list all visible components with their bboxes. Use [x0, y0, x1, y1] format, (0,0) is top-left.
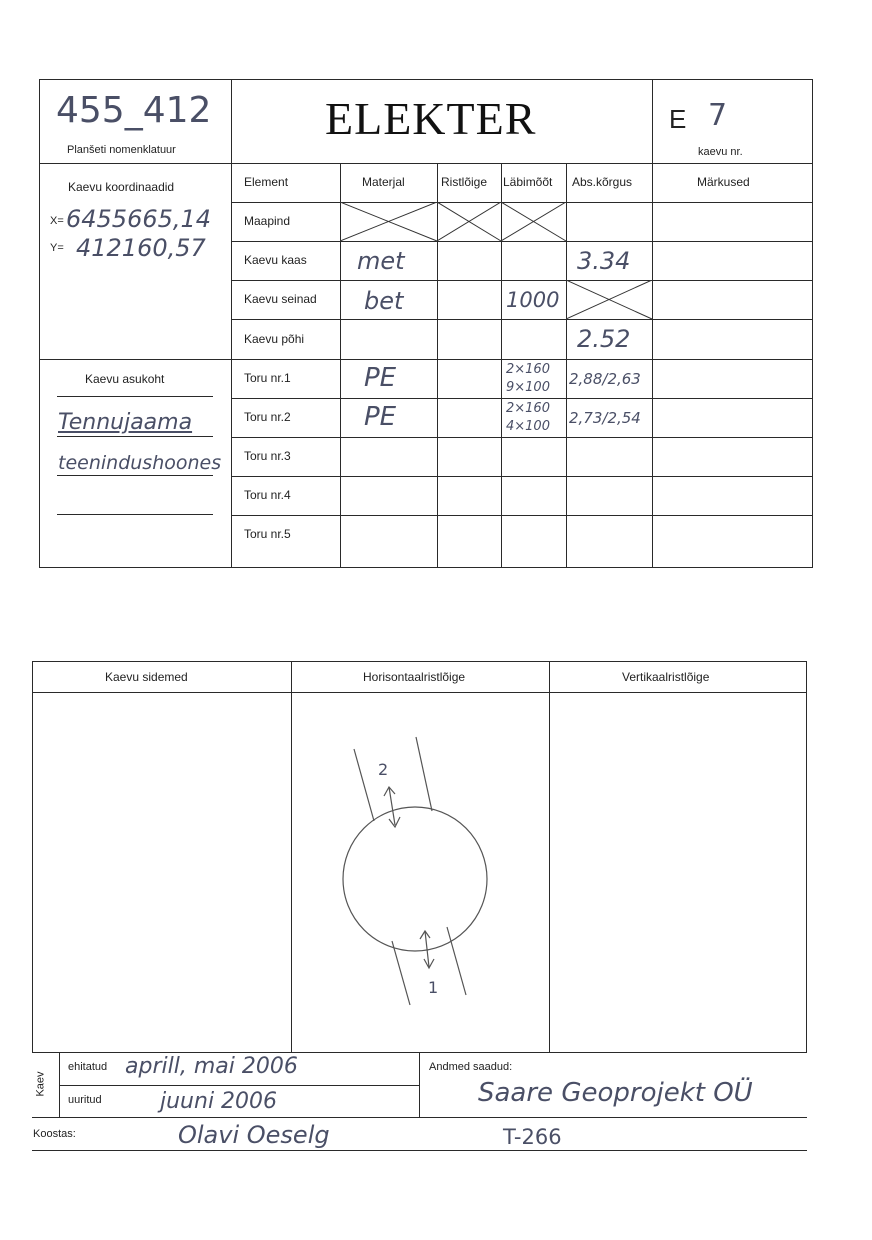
row-label-toru-1: Toru nr.1: [244, 371, 291, 385]
x-prefix: X=: [50, 215, 64, 227]
sketch-header-horizontal: Horisontaalristlõige: [363, 670, 466, 684]
row-label-maapind: Maapind: [244, 214, 291, 228]
cell-seinad-material: bet: [364, 287, 404, 315]
data-source-label: Andmed saadud:: [429, 1061, 513, 1073]
cell-toru2-elevation: 2,73/2,54: [569, 409, 641, 427]
nomenclature-value: 455_412: [56, 90, 212, 131]
location-line2: teenindushoones: [58, 452, 222, 474]
nomenclature-label: Planšeti nomenklatuur: [67, 144, 176, 156]
x-coordinate: 6455665,14: [66, 205, 212, 233]
location-label: Kaevu asukoht: [85, 372, 165, 386]
col-header-material: Materjal: [362, 175, 405, 189]
cell-toru1-material: PE: [364, 363, 397, 393]
row-label-toru-3: Toru nr.3: [244, 449, 291, 463]
well-number: 7: [708, 98, 728, 133]
pipe-label-2: 2: [378, 760, 389, 779]
cell-toru1-elevation: 2,88/2,63: [569, 370, 641, 388]
row-label-kaevu-seinad: Kaevu seinad: [244, 292, 317, 306]
row-label-toru-4: Toru nr.4: [244, 488, 291, 502]
built-label: ehitatud: [68, 1061, 108, 1073]
well-prefix: E: [669, 104, 687, 134]
crossed-cell-seinad-elevation: [566, 280, 653, 320]
crossed-cell-maapind-material: [340, 202, 438, 242]
cell-pohi-elevation: 2.52: [577, 325, 631, 353]
pipe-label-1: 1: [428, 978, 439, 997]
document-code: T-266: [503, 1125, 562, 1149]
crossed-cell-maapind-diameter: [501, 202, 567, 242]
surveyed-value: juuni 2006: [160, 1089, 278, 1114]
built-value: aprill, mai 2006: [125, 1054, 298, 1079]
page-title: ELEKTER: [325, 93, 537, 144]
row-label-toru-2: Toru nr.2: [244, 410, 291, 424]
y-coordinate: 412160,57: [76, 234, 206, 262]
well-number-label: kaevu nr.: [698, 146, 743, 158]
coordinates-label: Kaevu koordinaadid: [68, 180, 175, 194]
y-prefix: Y=: [50, 242, 64, 254]
sketch-header-vertical: Vertikaalristlõige: [622, 670, 710, 684]
col-header-element: Element: [244, 175, 289, 189]
cell-toru1-diameter-2: 9×100: [506, 380, 550, 395]
cell-toru1-diameter-1: 2×160: [506, 362, 550, 377]
cell-seinad-diameter: 1000: [506, 288, 560, 312]
sketch-header-connections: Kaevu sidemed: [105, 670, 188, 684]
row-label-kaevu-kaas: Kaevu kaas: [244, 253, 307, 267]
author-label: Koostas:: [33, 1128, 76, 1140]
row-label-kaevu-pohi: Kaevu põhi: [244, 332, 305, 346]
cell-toru2-material: PE: [364, 402, 397, 432]
crossed-cell-maapind-cross: [437, 202, 502, 242]
location-line1: Tennujaama: [58, 410, 193, 435]
cell-kaas-material: met: [357, 247, 405, 275]
col-header-elevation: Abs.kõrgus: [572, 175, 633, 189]
col-header-notes: Märkused: [697, 175, 750, 189]
surveyed-label: uuritud: [68, 1094, 102, 1106]
horizontal-section-drawing: [292, 693, 549, 1051]
cell-toru2-diameter-1: 2×160: [506, 401, 550, 416]
col-header-cross-section: Ristlõige: [441, 175, 488, 189]
col-header-diameter: Läbimõõt: [503, 175, 553, 189]
cell-toru2-diameter-2: 4×100: [506, 419, 550, 434]
author-value: Olavi Oeselg: [178, 1121, 330, 1149]
row-label-toru-5: Toru nr.5: [244, 527, 291, 541]
cell-kaas-elevation: 3.34: [577, 247, 631, 275]
well-side-label: Kaev: [34, 1071, 47, 1097]
data-source-value: Saare Geoprojekt OÜ: [478, 1078, 753, 1108]
